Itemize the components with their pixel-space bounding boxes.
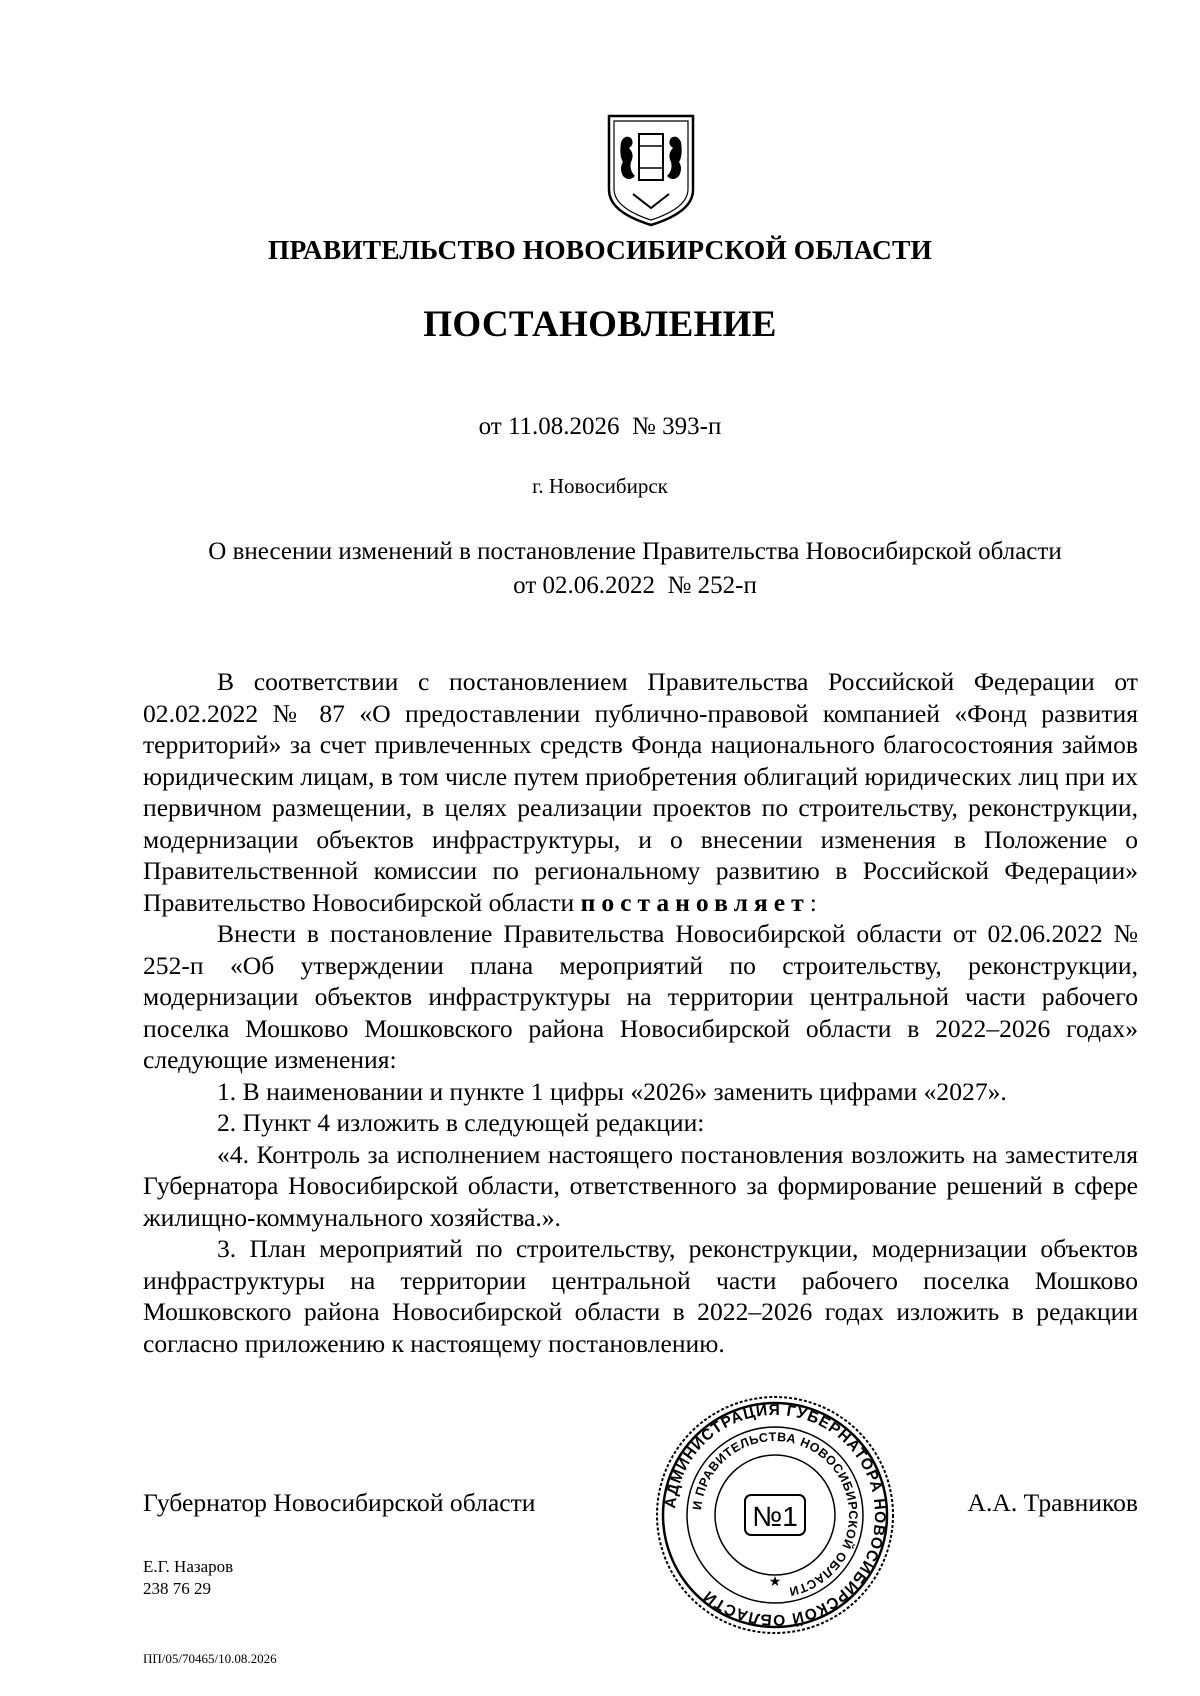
preamble-paragraph (143, 666, 1138, 918)
stamp-outer-text: АДМИНИСТРАЦИЯ ГУБЕРНАТОРА НОВОСИБИРСКОЙ ОБЛАСТИ (662, 1401, 889, 1629)
document-subject (140, 535, 1130, 603)
item-1: 1. В наименовании и пункте 1 цифры «2026» заменить цифрами «2027». (217, 1076, 1007, 1106)
official-seal-stamp (650, 1390, 900, 1640)
coat-of-arms-icon (603, 112, 699, 228)
item-3: 3. План мероприятий по строительству, реконструкции, модернизации объектов инфраструктуры на территории центральной части рабочего поселка Мошково Мошковского района Новосибирской области в 2022–2026 годах изложить в редакции согласно приложению к настоящему постановлению. (143, 1234, 1138, 1358)
document-date-number: от 11.08.2026 № 393-п (478, 413, 722, 440)
document-type: ПОСТАНОВЛЕНИЕ (423, 304, 777, 345)
decree-word: постановляет (580, 887, 810, 917)
stamp-inner-text: И ПРАВИТЕЛЬСТВА НОВОСИБИРСКОЙ ОБЛАСТИ (690, 1429, 861, 1599)
executor-phone: 238 76 29 (143, 1579, 211, 1598)
subject-line-2: от 02.06.2022 № 252-п (513, 572, 757, 599)
preamble-text: В соответствии с постановлением Правительства Российской Федерации от 02.02.2022 № 87 «О предоставлении публично-правовой компанией «Фонд развития территорий» за счет привлеченных средств Фонда национального благосостояния займов юридическим лицам, в том числе путем приобретения облигаций юридических лиц при их первичном размещении, в целях реализации проектов по строительству, реконструкции, модернизации объектов инфраструктуры, и о внесении изменения в Положение о Правительственной комиссии по региональному развитию в Российской Федерации» Правительство Новосибирской области (143, 667, 1138, 917)
stamp-star-icon: ★ (768, 1573, 782, 1589)
stamp-number: №1 (752, 1501, 798, 1532)
document-reference: ПП/05/70465/10.08.2026 (143, 1651, 277, 1666)
document-body (143, 666, 1138, 1359)
executor-block (143, 1556, 233, 1600)
organization-title: ПРАВИТЕЛЬСТВО НОВОСИБИРСКОЙ ОБЛАСТИ (268, 234, 932, 265)
intro-paragraph: Внести в постановление Правительства Новосибирской области от 02.06.2022 № 252-п «Об утверждении плана мероприятий по строительству, реконструкции, модернизации объектов инфраструктуры на территории центральной части рабочего поселка Мошково Мошковского района Новосибирской области в 2022–2026 годах» следующие изменения: (143, 919, 1138, 1074)
item-2: 2. Пункт 4 изложить в следующей редакции: (217, 1108, 705, 1137)
subject-line-1: О внесении изменений в постановление Правительства Новосибирской области (208, 538, 1062, 565)
item-2-quote: «4. Контроль за исполнением настоящего постановления возложить на заместителя Губернатора Новосибирской области, ответственного за формирование решений в сфере жилищно-коммунального хозяйства.». (143, 1139, 1138, 1232)
signer-name: А.А. Травников (967, 1488, 1138, 1517)
decree-colon: : (809, 887, 817, 917)
executor-name: Е.Г. Назаров (143, 1557, 234, 1576)
document-city: г. Новосибирск (532, 474, 668, 498)
signer-title: Губернатор Новосибирской области (143, 1488, 536, 1517)
